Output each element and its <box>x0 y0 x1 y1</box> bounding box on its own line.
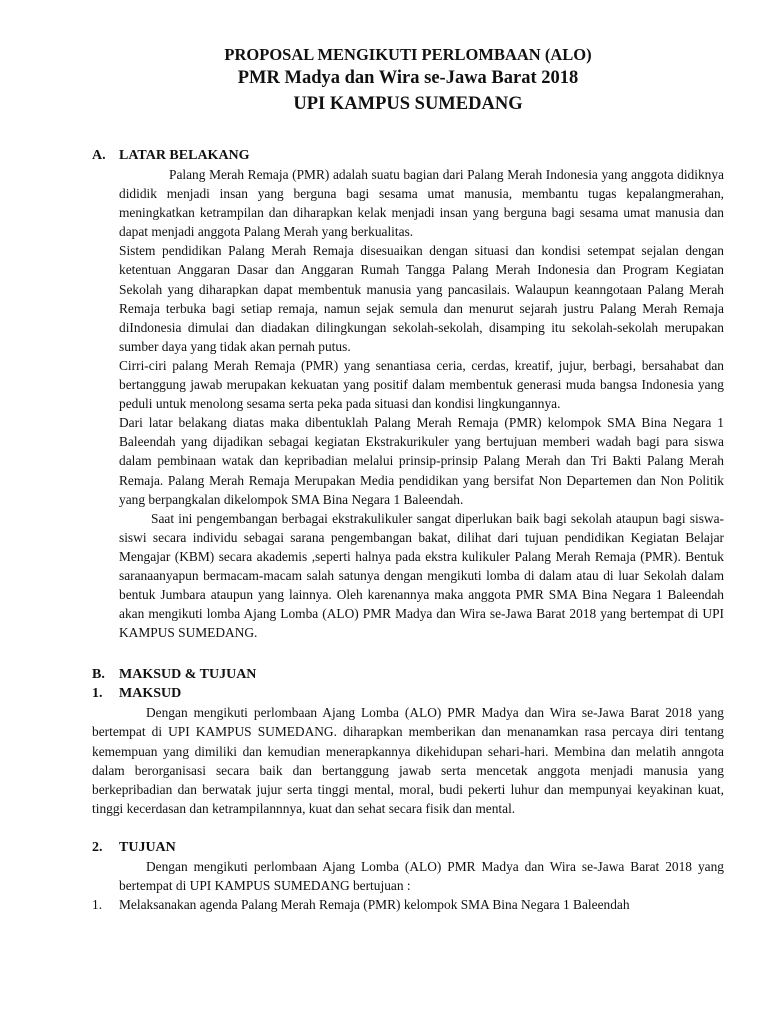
section-b-heading <box>92 665 724 684</box>
section-a-heading <box>92 146 724 165</box>
paragraph: Palang Merah Remaja (PMR) adalah suatu bagian dari Palang Merah Indonesia yang anggota didiknya dididik menjadi insan yang berguna bagi sesama umat manusia, membantu tugas kepalangmerahan, meningkatkan ketrampilan dan diharapkan kelak menjadi insan yang berguna bagi sesama umat manusia dan dapat menjadi anggota Palang Merah yang berkualitas. <box>119 167 724 240</box>
maksud-heading <box>92 684 724 703</box>
section-a-number: A. <box>92 148 106 163</box>
paragraph: Saat ini pengembangan berbagai ekstrakulikuler sangat diperlukan baik bagi sekolah ataupun bagi siswa-siswi secara individu sebagai sarana pengembangan bakat, dilihat dari tujuan pendidikan Kegiatan Belajar Mengajar (KBM) secara akademis ,seperti halnya pada ekstra kulikuler Palang Merah Remaja (PMR). Bentuk saranaanyapun bermacam-macam salah satunya dengan mengikuti lomba di dalam atau di luar Sekolah dalam bentuk Jumbara ataupun yang lainnya. Oleh karenannya maka anggota PMR SMA Bina Negara 1 Baleendah akan mengikuti lomba Ajang Lomba (ALO) PMR Madya dan Wira se-Jawa Barat 2018 yang bertempat di UPI KAMPUS SUMEDANG. <box>119 510 724 641</box>
list-item <box>92 895 724 914</box>
tujuan-heading <box>92 838 724 857</box>
title-line-2: PMR Madya dan Wira se-Jawa Barat 2018 <box>237 68 579 88</box>
section-b-body <box>92 684 724 914</box>
maksud-paragraph: Dengan mengikuti perlombaan Ajang Lomba (ALO) PMR Madya dan Wira se-Jawa Barat 2018 yang bertempat di UPI KAMPUS SUMEDANG. diharapkan memberikan dan menanamkan rasa percaya diri tentang kemempuan yang dimiliki dan kemudian menerapkannya dikehidupan sehari-hari. Membina dan melatih anngota dalam berorganisasi secara baik dan bertanggung jawab serta mencetak anggota menjadi manusia yang berkepribadian dan berwatak jujur serta tinggi mental, moral, budi pekerti luhur dan mempunyai keyakinan kuat, tinggi kecerdasan dan ketrampilannnya, kuat dan sehat secara fisik dan mental. <box>92 705 724 816</box>
tujuan-number: 2. <box>92 839 103 855</box>
paragraph: Sistem pendidikan Palang Merah Remaja disesuaikan dengan situasi dan kondisi setempat sejalan dengan ketentuan Anggaran Dasar dan Anggaran Rumah Tangga Palang Merah Indonesia dan Program Kegiatan Sekolah yang diharapkan dapat membentuk manusia yang pancasilais. Walaupun keanngotaan Palang Merah Remaja terbuka bagi setiap remaja, namun sejak semula dan menurut sejarah justru Palang Merah Remaja diIndonesia dimulai dan diadakan dilingkungan sekolah-sekolah, disamping itu sekolah-sekolah merupakan sumber daya yang tidak akan pernah putus. <box>119 243 724 354</box>
tujuan-title: TUJUAN <box>119 839 176 855</box>
title-line-1: PROPOSAL MENGIKUTI PERLOMBAAN (ALO) <box>224 45 592 64</box>
document-page <box>92 44 724 914</box>
section-b-title: MAKSUD & TUJUAN <box>119 667 257 683</box>
list-item-number: 1. <box>92 897 103 913</box>
section-b-number: B. <box>92 667 105 683</box>
title-line-3: UPI KAMPUS SUMEDANG <box>293 94 523 114</box>
maksud-number: 1. <box>92 686 103 702</box>
section-a-body <box>92 165 724 642</box>
section-a-title: LATAR BELAKANG <box>119 148 250 163</box>
paragraph: Cirri-ciri palang Merah Remaja (PMR) yang senantiasa ceria, cerdas, kreatif, jujur, berbagi, bersahabat dan bertanggung jawab merupakan kekuatan yang positif dalam membentuk generasi muda bangsa Indonesia yang peduli untuk menolong sesama serta peka pada situasi dan kondisi lingkungannya. <box>119 357 724 412</box>
list-item-text: Melaksanakan agenda Palang Merah Remaja (PMR) kelompok SMA Bina Negara 1 Baleendah <box>119 897 630 913</box>
maksud-title: MAKSUD <box>119 686 182 702</box>
document-title <box>92 44 724 117</box>
tujuan-intro: Dengan mengikuti perlombaan Ajang Lomba (ALO) PMR Madya dan Wira se-Jawa Barat 2018 yang bertempat di UPI KAMPUS SUMEDANG bertujuan : <box>119 858 724 893</box>
paragraph: Dari latar belakang diatas maka dibentuklah Palang Merah Remaja (PMR) kelompok SMA Bina Negara 1 Baleendah yang dijadikan sebagai kegiatan Ekstrakurikuler yang bertujuan memberi wadah bagi para siswa dalam pembinaan watak dan kepribadian melalui prinsip-prinsip Palang Merah dan Tri Bakti Palang Merah Remaja. Palang Merah Remaja Merupakan Media pendidikan yang bersifat Non Departemen dan Non Politik yang berpangkalan dikelompok SMA Bina Negara 1 Baleendah. <box>119 415 724 507</box>
